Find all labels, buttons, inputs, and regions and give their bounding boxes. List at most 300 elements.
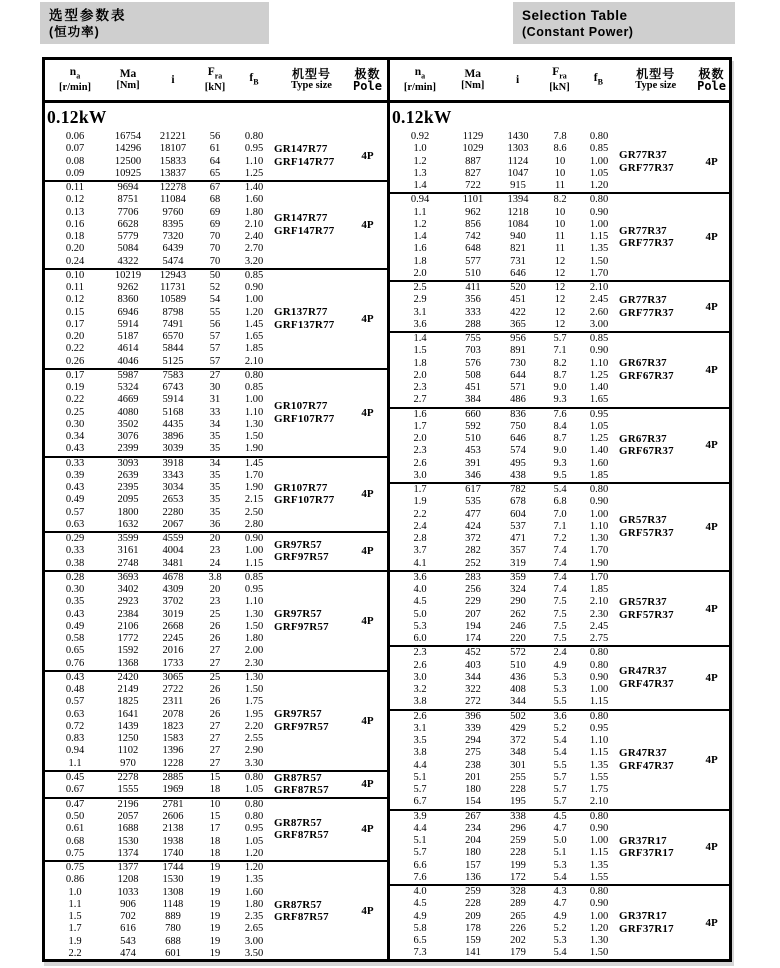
cell: 296 — [510, 822, 526, 834]
cell: 0.38 — [65, 557, 85, 569]
type-group — [45, 797, 387, 860]
cell: 174 — [465, 633, 481, 644]
data-row — [45, 823, 273, 835]
data-row — [45, 156, 273, 168]
data-row — [45, 343, 273, 355]
cell: 2668 — [162, 620, 184, 632]
data-row — [45, 772, 273, 784]
cell: 5.4 — [553, 484, 567, 495]
group-rows — [45, 799, 273, 860]
cell: 3.6 — [553, 710, 567, 722]
cell: 384 — [465, 394, 481, 406]
type-size-label: GR37R17 GRF37R17 — [619, 910, 674, 935]
cell: 141 — [465, 947, 481, 959]
group-rows — [45, 370, 273, 456]
cell: 1.70 — [589, 267, 609, 279]
cell: 0.57 — [65, 696, 85, 708]
cell: 648 — [465, 243, 481, 255]
column-header — [45, 60, 387, 103]
cell: 226 — [510, 922, 526, 934]
cell: 23 — [209, 596, 221, 608]
cell: 2923 — [117, 596, 139, 608]
cell: 821 — [510, 243, 526, 255]
cell: 2.2 — [413, 508, 427, 520]
cell: 1.55 — [589, 771, 609, 783]
col-header-pole: 极数 Pole — [353, 67, 382, 93]
cell: 0.63 — [65, 708, 85, 720]
cell: 5.2 — [553, 722, 567, 734]
cell: 474 — [120, 947, 136, 959]
data-row — [390, 747, 618, 759]
group-rows — [390, 886, 618, 959]
power-rating-label: 0.12kW — [392, 106, 452, 127]
cell: 1.3 — [413, 167, 427, 179]
pole-label: 4P — [361, 545, 374, 558]
cell: 1.10 — [589, 357, 609, 369]
cell: 1.60 — [589, 457, 609, 469]
cell: 1129 — [462, 131, 484, 142]
cell: 644 — [510, 369, 526, 381]
cell: 359 — [510, 571, 526, 583]
cell: 8.7 — [553, 433, 567, 444]
group-rows — [45, 458, 273, 532]
cell: 1.4 — [413, 180, 427, 191]
cell: 0.85 — [589, 143, 609, 155]
cell: 338 — [510, 810, 526, 822]
cell: 1.00 — [589, 684, 609, 695]
cell: 35 — [209, 506, 221, 518]
title-cn-line1: 选型参数表 — [49, 8, 127, 23]
cell: 27 — [209, 369, 221, 381]
cell: 0.11 — [66, 182, 84, 193]
cell: 5474 — [162, 255, 184, 267]
cell: 54 — [209, 294, 221, 306]
cell: 2.00 — [244, 645, 264, 657]
data-row — [45, 721, 273, 733]
data-row — [45, 836, 273, 848]
cell: 8.6 — [553, 143, 567, 155]
cell: 2399 — [117, 443, 139, 455]
group-rows — [390, 409, 618, 483]
cell: 1308 — [162, 886, 184, 898]
cell: 339 — [465, 722, 481, 734]
type-size-label: GR107R77 GRF107R77 — [274, 400, 335, 425]
data-row — [45, 194, 273, 206]
cell: 3.20 — [244, 255, 264, 267]
cell: 3076 — [117, 431, 139, 442]
pole-label: 4P — [361, 614, 374, 627]
cell: 7.1 — [553, 520, 567, 532]
pole-label: 4P — [361, 149, 374, 162]
cell: 0.34 — [65, 431, 85, 442]
cell: 372 — [465, 533, 481, 544]
data-row — [45, 596, 273, 608]
cell: 19 — [209, 923, 221, 935]
cell: 906 — [120, 898, 136, 910]
cell: 157 — [465, 859, 481, 871]
type-size-label: GR37R17 GRF37R17 — [619, 834, 674, 860]
data-row — [390, 445, 618, 457]
data-row — [45, 431, 273, 443]
cell: 1772 — [117, 633, 139, 644]
data-row — [45, 672, 273, 684]
data-row — [390, 168, 618, 180]
cell: 1823 — [162, 720, 184, 732]
data-row — [390, 509, 618, 521]
cell: 19 — [209, 886, 221, 898]
data-row — [390, 131, 618, 143]
data-row — [390, 156, 618, 168]
data-row — [390, 307, 618, 319]
data-row — [390, 672, 618, 684]
cell: 4.5 — [413, 898, 427, 910]
cell: 0.50 — [65, 811, 85, 822]
cell: 4559 — [162, 533, 184, 544]
data-row — [390, 458, 618, 470]
cell: 1.75 — [589, 784, 609, 795]
cell: 836 — [510, 408, 526, 420]
cell: 15833 — [159, 155, 187, 167]
cell: 0.90 — [589, 671, 609, 683]
cell: 1.05 — [244, 835, 264, 847]
cell: 3065 — [162, 671, 184, 683]
cell: 12 — [554, 282, 566, 293]
cell: 5125 — [162, 355, 184, 367]
cell: 5.7 — [413, 784, 427, 795]
cell: 0.33 — [65, 545, 85, 557]
data-row — [390, 194, 618, 206]
cell: 14296 — [114, 143, 142, 155]
cell: 3502 — [117, 418, 139, 430]
cell: 5.1 — [413, 835, 427, 846]
cell: 5324 — [117, 382, 139, 393]
cell: 3.0 — [413, 671, 427, 683]
cell: 0.80 — [589, 194, 609, 206]
cell: 0.86 — [65, 874, 85, 886]
cell: 731 — [510, 255, 526, 267]
cell: 1.70 — [589, 571, 609, 583]
cell: 1439 — [117, 720, 139, 732]
type-size-label: GR147R77 GRF147R77 — [274, 212, 335, 237]
cell: 646 — [510, 433, 526, 444]
data-row — [45, 519, 273, 531]
group-rows — [45, 131, 273, 180]
cell: 324 — [510, 584, 526, 595]
cell: 5.3 — [553, 859, 567, 871]
cell: 678 — [510, 496, 526, 508]
cell: 259 — [510, 835, 526, 846]
cell: 577 — [465, 255, 481, 267]
data-row — [45, 370, 273, 382]
cell: 1.7 — [413, 484, 427, 495]
cell: 0.80 — [244, 771, 264, 783]
pole-label: 4P — [361, 312, 374, 325]
cell: 1592 — [117, 645, 139, 657]
cell: 452 — [465, 647, 481, 659]
data-row — [390, 256, 618, 268]
cell: 35 — [209, 443, 221, 455]
cell: 57 — [209, 355, 221, 367]
type-group — [390, 280, 729, 331]
group-rows — [390, 333, 618, 407]
type-group — [390, 570, 729, 646]
cell: 0.47 — [65, 798, 85, 810]
cell: 396 — [465, 710, 481, 722]
cell: 572 — [510, 647, 526, 659]
cell: 1.05 — [244, 784, 264, 795]
cell: 34 — [209, 418, 221, 430]
cell: 1374 — [117, 847, 139, 859]
cell: 2.7 — [413, 394, 427, 406]
cell: 2.60 — [589, 306, 609, 318]
cell: 228 — [465, 898, 481, 910]
cell: 411 — [465, 282, 481, 293]
cell: 2384 — [117, 608, 139, 620]
cell: 1.50 — [244, 431, 264, 442]
cell: 7.5 — [553, 633, 567, 644]
cell: 1102 — [117, 745, 139, 757]
cell: 0.95 — [244, 143, 264, 155]
type-group — [390, 482, 729, 570]
cell: 889 — [165, 911, 181, 922]
cell: 1029 — [462, 143, 484, 155]
cell: 576 — [465, 357, 481, 369]
cell: 3.50 — [244, 947, 264, 959]
cell: 256 — [465, 584, 481, 595]
col-header-fra: $F_{ra}$ [kN] — [204, 65, 226, 94]
type-group — [390, 884, 729, 959]
cell: 2722 — [162, 684, 184, 695]
cell: 11 — [554, 180, 566, 191]
type-group — [45, 368, 387, 456]
cell: 2311 — [162, 696, 184, 708]
cell: 5.3 — [553, 684, 567, 695]
cell: 5914 — [162, 394, 184, 406]
cell: 1.8 — [413, 255, 427, 267]
cell: 0.95 — [589, 722, 609, 734]
cell: 1368 — [117, 657, 139, 669]
cell: 3093 — [117, 457, 139, 469]
data-row — [45, 331, 273, 343]
data-row — [390, 433, 618, 445]
cell: 3.1 — [413, 306, 427, 318]
cell: 0.94 — [410, 194, 430, 206]
data-row — [45, 294, 273, 306]
cell: 0.30 — [65, 584, 85, 595]
col-header-i: i — [516, 74, 520, 86]
cell: 346 — [465, 469, 481, 481]
pole-label: 4P — [705, 671, 718, 684]
data-row — [390, 584, 618, 596]
type-size-label: GR77R37 GRF77R37 — [619, 294, 674, 319]
cell: 275 — [465, 747, 481, 759]
cell: 17 — [209, 823, 221, 835]
cell: 4.4 — [413, 822, 427, 834]
cell: 6439 — [162, 243, 184, 255]
cell: 0.08 — [65, 155, 85, 167]
cell: 290 — [510, 596, 526, 608]
cell: 0.17 — [65, 318, 85, 330]
cell: 2.8 — [413, 533, 427, 544]
cell: 18 — [209, 847, 221, 859]
cell: 27 — [209, 757, 221, 769]
cell: 3.00 — [589, 318, 609, 330]
cell: 0.75 — [65, 862, 85, 873]
data-row — [390, 886, 618, 898]
cell: 1.40 — [589, 382, 609, 393]
cell: 372 — [510, 735, 526, 746]
data-row — [45, 545, 273, 557]
data-row — [45, 458, 273, 470]
cell: 7.4 — [553, 571, 567, 583]
cell: 13837 — [159, 167, 187, 179]
cell: 12 — [554, 255, 566, 267]
cell: 6946 — [117, 306, 139, 318]
cell: 520 — [510, 282, 526, 293]
cell: 1.10 — [244, 406, 264, 418]
type-group — [390, 809, 729, 885]
cell: 4.9 — [553, 659, 567, 671]
cell: 0.76 — [65, 657, 85, 669]
cell: 2781 — [162, 798, 184, 810]
cell: 0.80 — [589, 710, 609, 722]
cell: 3.7 — [413, 545, 427, 557]
type-size-label: GR97R57 GRF97R57 — [274, 608, 329, 633]
cell: 8360 — [117, 294, 139, 306]
cell: 537 — [510, 520, 526, 532]
cell: 0.20 — [65, 331, 85, 342]
cell: 9694 — [117, 182, 139, 193]
cell: 7.2 — [553, 533, 567, 544]
data-row — [45, 848, 273, 860]
cell: 3599 — [117, 533, 139, 544]
data-row — [390, 219, 618, 231]
data-row — [45, 558, 273, 570]
cell: 5987 — [117, 369, 139, 381]
cell: 1.10 — [589, 520, 609, 532]
cell: 4.0 — [413, 886, 427, 897]
data-row — [45, 443, 273, 455]
group-rows — [390, 647, 618, 708]
cell: 1.7 — [68, 923, 82, 935]
cell: 18107 — [159, 143, 187, 155]
cell: 750 — [510, 420, 526, 432]
type-size-label: GR77R37 GRF77R37 — [619, 149, 674, 174]
group-rows — [45, 533, 273, 570]
cell: 26 — [209, 620, 221, 632]
cell: 2149 — [117, 684, 139, 695]
data-row — [45, 470, 273, 482]
cell: 262 — [510, 608, 526, 620]
cell: 34 — [209, 457, 221, 469]
cell: 195 — [510, 796, 526, 808]
cell: 1208 — [117, 874, 139, 886]
data-row — [390, 633, 618, 645]
cell: 0.39 — [65, 469, 85, 481]
cell: 1.00 — [244, 294, 264, 306]
cell: 11 — [554, 231, 566, 242]
cell: 0.80 — [589, 484, 609, 495]
cell: 265 — [510, 910, 526, 922]
data-row — [390, 860, 618, 872]
type-size-label: GR87R57 GRF87R57 — [274, 771, 329, 797]
cell: 12 — [554, 294, 566, 306]
cell: 5.0 — [553, 835, 567, 846]
cell: 0.35 — [65, 596, 85, 608]
cell: 7320 — [162, 231, 184, 242]
cell: 26 — [209, 696, 221, 708]
cell: 495 — [510, 457, 526, 469]
cell: 1.20 — [589, 180, 609, 191]
cell: 5.1 — [413, 771, 427, 783]
cell: 7.5 — [553, 596, 567, 608]
cell: 35 — [209, 469, 221, 481]
cell: 6.5 — [413, 935, 427, 946]
cell: 23 — [209, 545, 221, 557]
cell: 5.5 — [553, 759, 567, 771]
cell: 0.90 — [244, 533, 264, 544]
cell: 601 — [165, 947, 181, 959]
cell: 5914 — [117, 318, 139, 330]
type-group — [390, 131, 729, 192]
cell: 3918 — [162, 457, 184, 469]
cell: 3019 — [162, 608, 184, 620]
cell: 4.7 — [553, 822, 567, 834]
type-group — [45, 268, 387, 368]
cell: 408 — [510, 684, 526, 695]
cell: 1.90 — [589, 557, 609, 569]
cell: 0.18 — [65, 231, 85, 242]
cell: 179 — [510, 947, 526, 959]
cell: 11 — [554, 243, 566, 255]
cell: 2.3 — [413, 382, 427, 393]
cell: 2.80 — [244, 518, 264, 530]
cell: 2245 — [162, 633, 184, 644]
cell: 4.4 — [413, 759, 427, 771]
cell: 207 — [465, 608, 481, 620]
cell: 1.15 — [244, 557, 264, 569]
cell: 68 — [209, 194, 221, 206]
cell: 3161 — [117, 545, 139, 557]
cell: 1.30 — [589, 533, 609, 544]
col-header-na: $n_a$ [r/min] — [403, 65, 436, 94]
cell: 21221 — [159, 131, 187, 142]
data-row — [390, 684, 618, 696]
group-rows — [390, 282, 618, 331]
cell: 1084 — [507, 218, 529, 230]
data-row — [45, 207, 273, 219]
cell: 2280 — [162, 506, 184, 518]
data-row — [390, 784, 618, 796]
data-row — [390, 898, 618, 910]
cell: 0.26 — [65, 355, 85, 367]
cell: 2.75 — [589, 633, 609, 644]
data-row — [45, 507, 273, 519]
table-half-right — [387, 60, 729, 959]
data-row — [390, 796, 618, 808]
cell: 5.2 — [553, 922, 567, 934]
cell: 1.00 — [589, 835, 609, 846]
cell: 0.43 — [65, 443, 85, 455]
cell: 229 — [465, 596, 481, 608]
cell: 1101 — [462, 194, 484, 206]
data-row — [45, 356, 273, 368]
type-group — [390, 331, 729, 407]
cell: 1.45 — [244, 457, 264, 469]
type-group — [390, 709, 729, 809]
data-row — [390, 911, 618, 923]
cell: 319 — [510, 557, 526, 569]
